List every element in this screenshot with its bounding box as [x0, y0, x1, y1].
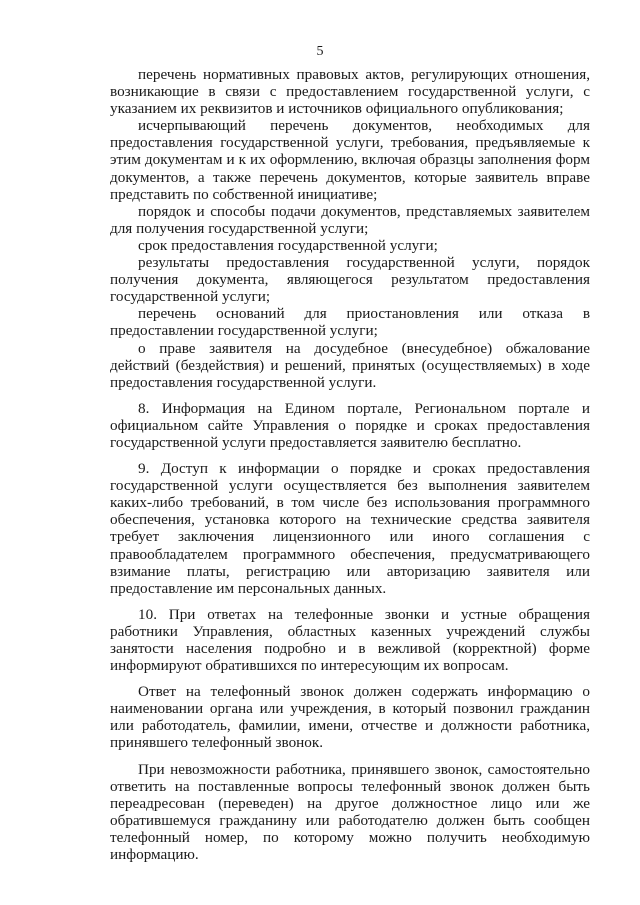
paragraph-item-8: 8. Информация на Едином портале, Региональном портале и официальном сайте Управления о порядке и сроках предоставления государственной услуги предоставляется заявителю бесплатно.	[110, 399, 590, 451]
paragraph-refusal-grounds: перечень оснований для приостановления или отказа в предоставлении государственной услуги;	[110, 305, 590, 340]
paragraph-submission-procedure: порядок и способы подачи документов, представляемых заявителем для получения государственной услуги;	[110, 202, 590, 237]
paragraph-item-9: 9. Доступ к информации о порядке и сроках предоставления государственной услуги осуществляется без выполнения заявителем каких-либо требований, в том числе без использования программного обеспечения, установка которого на технические средства заявителя требует заключения лицензионного или иного соглашения с правообладателем программного обеспечения, предусматривающего взимание платы, регистрацию или авторизацию заявителя или предоставление им персональных данных.	[110, 460, 590, 597]
document-body	[110, 66, 590, 863]
paragraph-service-results: результаты предоставления государственной услуги, порядок получения документа, являющегося результатом предоставления государственной услуги;	[110, 254, 590, 306]
page-number: 5	[316, 44, 324, 59]
paragraph-service-term: срок предоставления государственной услуги;	[138, 236, 438, 254]
paragraph-call-redirect: При невозможности работника, принявшего звонок, самостоятельно ответить на поставленные вопросы телефонный звонок должен быть переадресован (переведен) на другое должностное лицо или же обратившемуся гражданину или работодателю должен быть сообщен телефонный номер, по которому можно получить необходимую информацию.	[110, 760, 590, 864]
paragraph-call-response: Ответ на телефонный звонок должен содержать информацию о наименовании органа или учреждения, в который позвонил гражданин или работодатель, фамилии, имени, отчестве и должности работника, принявшего телефонный звонок.	[110, 683, 590, 752]
paragraph-appeal-right: о праве заявителя на досудебное (внесудебное) обжалование действий (бездействия) и решений, принятых (осуществляемых) в ходе предоставления государственной услуги.	[110, 339, 590, 391]
paragraph-legal-acts-list: перечень нормативных правовых актов, регулирующих отношения, возникающие в связи с предоставлением государственной услуги, с указанием их реквизитов и источников официального опубликования;	[110, 66, 590, 118]
paragraph-item-10: 10. При ответах на телефонные звонки и устные обращения работники Управления, областных казенных учреждений службы занятости населения подробно и в вежливой (корректной) форме информируют обратившихся по интересующим их вопросам.	[110, 605, 590, 675]
paragraph-documents-list: исчерпывающий перечень документов, необходимых для предоставления государственной услуги, требования, предъявляемые к этим документам и к их оформлению, включая образцы заполнения форм документов, а также перечень документов, которые заявитель вправе представить по собственной инициативе;	[110, 117, 590, 203]
